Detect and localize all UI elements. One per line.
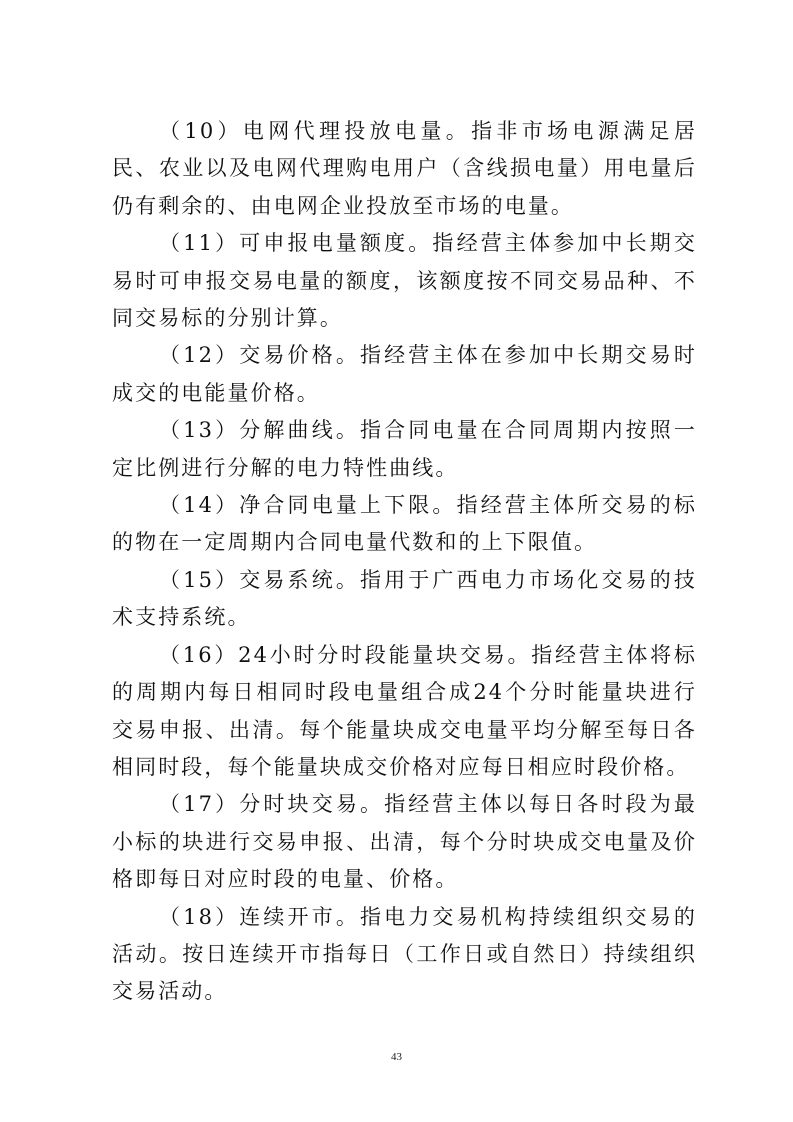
paragraph-14: （14）净合同电量上下限。指经营主体所交易的标的物在一定周期内合同电量代数和的上下限值。: [112, 493, 697, 555]
paragraph-13: （13）分解曲线。指合同电量在合同周期内按照一定比例进行分解的电力特性曲线。: [112, 418, 697, 480]
paragraph-11: （11）可申报电量额度。指经营主体参加中长期交易时可申报交易电量的额度，该额度按不同交易品种、不同交易标的分别计算。: [112, 231, 697, 331]
paragraph-16: （16）24小时分时段能量块交易。指经营主体将标的周期内每日相同时段电量组合成24个分时能量块进行交易申报、出清。每个能量块成交电量平均分解至每日各相同时段，每个能量块成交价格对应每日相应时段价格。: [112, 642, 697, 779]
paragraph-18: （18）连续开市。指电力交易机构持续组织交易的活动。按日连续开市指每日（工作日或自然日）持续组织交易活动。: [112, 904, 697, 1004]
body-text: [112, 113, 697, 1011]
paragraph-10: （10）电网代理投放电量。指非市场电源满足居民、农业以及电网代理购电用户（含线损电量）用电量后仍有剩余的、由电网企业投放至市场的电量。: [112, 119, 697, 218]
paragraph-17: （17）分时块交易。指经营主体以每日各时段为最小标的块进行交易申报、出清，每个分时块成交电量及价格即每日对应时段的电量、价格。: [112, 792, 697, 892]
paragraph-15: （15）交易系统。指用于广西电力市场化交易的技术支持系统。: [112, 567, 697, 630]
paragraph-12: （12）交易价格。指经营主体在参加中长期交易时成交的电能量价格。: [112, 343, 697, 405]
page-number: 43: [391, 1051, 402, 1063]
